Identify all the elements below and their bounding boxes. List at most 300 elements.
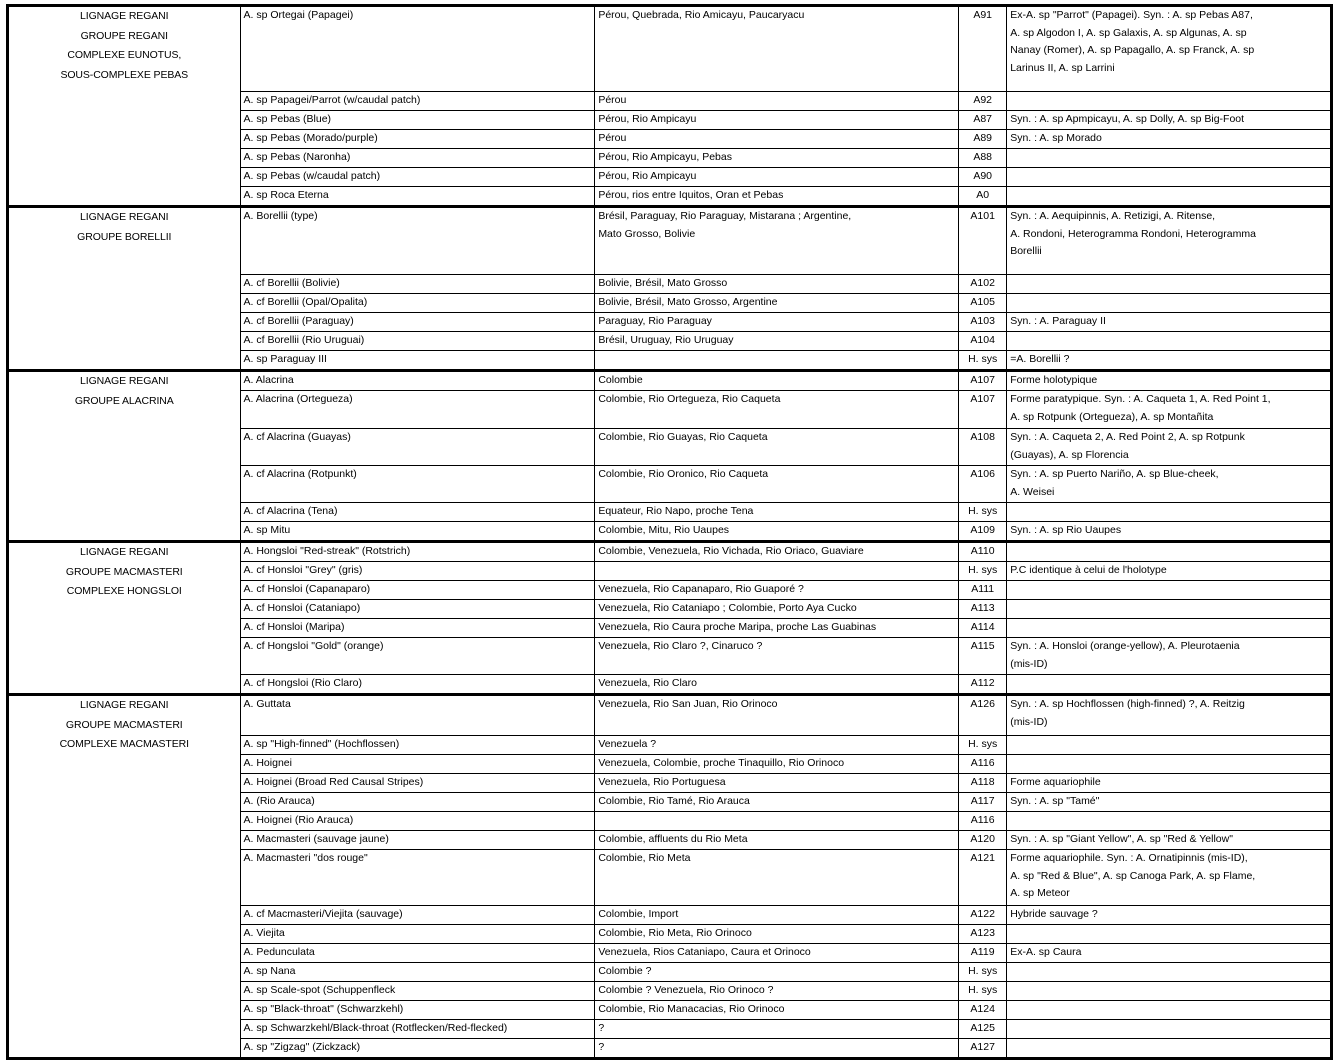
code-value: A113 (970, 602, 995, 614)
notes-cell-line: Syn. : A. sp Rio Uaupes (1010, 524, 1122, 536)
distribution-cell-line: Pérou, Rio Ampicayu (598, 170, 697, 182)
distribution-cell-line: Pérou (598, 132, 627, 144)
taxon-cell-line: A. cf Honsloi (Capanaparo) (243, 583, 371, 595)
distribution-cell-line: Pérou, Rio Ampicayu, Pebas (598, 151, 732, 163)
notes-cell-line: (Guayas), A. sp Florencia (1010, 448, 1129, 461)
code-value: A101 (970, 210, 995, 222)
notes-cell (1007, 351, 1332, 371)
notes-cell-line: A. Rondoni, Heterogramma Rondoni, Heterogramma (1010, 227, 1256, 240)
code-cell (959, 581, 1007, 600)
taxon-cell-line: A. sp Pebas (Morado/purple) (243, 132, 378, 144)
code-value: A110 (970, 545, 995, 557)
distribution-cell-line: ? (598, 1022, 605, 1034)
notes-cell-line: Syn. : A. sp Hochflossen (high-finned) ?, A. Reitzig (1010, 698, 1245, 710)
distribution-cell (595, 149, 959, 168)
distribution-cell-line: Venezuela, Rios Cataniapo, Caura et Orinoco (598, 946, 811, 958)
taxon-cell (240, 581, 595, 600)
distribution-cell (595, 1039, 959, 1059)
notes-cell (1007, 371, 1332, 391)
taxon-cell-line: A. Macmasteri (sauvage jaune) (243, 833, 389, 845)
code-cell (959, 130, 1007, 149)
distribution-cell-line: Colombie, Venezuela, Rio Vichada, Rio Oriaco, Guaviare (598, 545, 864, 557)
taxon-cell-line: A. sp Schwarzkehl/Black-throat (Rotflecken/Red-flecked) (243, 1022, 508, 1034)
code-value: A109 (970, 524, 995, 536)
notes-cell (1007, 1039, 1332, 1059)
distribution-cell-line: ? (598, 1041, 605, 1053)
code-cell (959, 391, 1007, 429)
distribution-cell-line: Venezuela ? (598, 738, 657, 750)
notes-cell (1007, 542, 1332, 562)
notes-cell-line: Forme holotypique (1010, 374, 1098, 386)
code-value: H. sys (968, 984, 998, 996)
code-value: H. sys (968, 353, 998, 365)
taxon-cell (240, 351, 595, 371)
notes-cell (1007, 793, 1332, 812)
distribution-cell (595, 581, 959, 600)
code-cell (959, 906, 1007, 925)
distribution-cell-line: Colombie, Rio Tamé, Rio Arauca (598, 795, 750, 807)
taxon-cell-line: A. cf Alacrina (Rotpunkt) (243, 468, 357, 480)
table-row (8, 695, 1332, 736)
code-value: A123 (970, 927, 995, 939)
taxon-cell (240, 332, 595, 351)
distribution-cell-line: Venezuela, Rio Claro ?, Cinaruco ? (598, 640, 763, 652)
code-cell (959, 793, 1007, 812)
taxon-cell-line: A. cf Hongsloi (Rio Claro) (243, 677, 362, 689)
distribution-cell (595, 619, 959, 638)
distribution-cell-line: Colombie (598, 374, 643, 386)
group-label-line: LIGNAGE REGANI (80, 546, 169, 558)
taxon-cell-line: A. Alacrina (Ortegueza) (243, 393, 353, 405)
notes-cell-line: Ex-A. sp Caura (1010, 946, 1082, 958)
group-label-line: GROUPE BORELLII (77, 230, 172, 243)
taxon-cell-line: A. cf Alacrina (Guayas) (243, 431, 351, 443)
code-value: A124 (970, 1003, 995, 1015)
notes-cell (1007, 944, 1332, 963)
distribution-cell (595, 332, 959, 351)
code-cell (959, 429, 1007, 466)
code-value: A92 (973, 94, 993, 106)
distribution-cell (595, 1020, 959, 1039)
group-label-line: GROUPE MACMASTERI (65, 565, 183, 578)
taxon-cell (240, 391, 595, 429)
taxon-cell-line: A. cf Borellii (Opal/Opalita) (243, 296, 368, 308)
notes-cell (1007, 275, 1332, 294)
code-cell (959, 207, 1007, 275)
notes-cell (1007, 313, 1332, 332)
taxon-cell (240, 774, 595, 793)
taxon-cell-line: A. sp Pebas (Naronha) (243, 151, 351, 163)
distribution-cell (595, 542, 959, 562)
distribution-cell (595, 429, 959, 466)
taxon-cell (240, 187, 595, 207)
taxon-cell (240, 149, 595, 168)
notes-cell (1007, 562, 1332, 581)
notes-cell (1007, 695, 1332, 736)
taxa-table-body (8, 6, 1332, 1059)
taxon-cell (240, 429, 595, 466)
notes-cell-line: A. sp Algodon I, A. sp Galaxis, A. sp Algunas, A. sp (1010, 26, 1247, 39)
taxon-cell (240, 695, 595, 736)
taxon-cell-line: A. cf Honsloi (Maripa) (243, 621, 345, 633)
code-cell (959, 755, 1007, 774)
taxon-cell (240, 850, 595, 906)
notes-cell-line: (mis-ID) (1010, 715, 1048, 728)
notes-cell-line: Syn. : A. Aequipinnis, A. Retizigi, A. Ritense, (1010, 210, 1216, 222)
distribution-cell-line: Colombie ? Venezuela, Rio Orinoco ? (598, 984, 774, 996)
taxon-cell (240, 207, 595, 275)
code-cell (959, 736, 1007, 755)
group-label-line: SOUS-COMPLEXE PEBAS (60, 68, 189, 81)
taxon-cell (240, 168, 595, 187)
distribution-cell-line: Paraguay, Rio Paraguay (598, 315, 712, 327)
taxon-cell (240, 906, 595, 925)
distribution-cell (595, 466, 959, 503)
taxon-cell (240, 944, 595, 963)
distribution-cell (595, 503, 959, 522)
taxon-cell-line: A. cf Honsloi (Cataniapo) (243, 602, 361, 614)
code-cell (959, 944, 1007, 963)
code-value: H. sys (968, 738, 998, 750)
distribution-cell (595, 351, 959, 371)
code-value: A120 (970, 833, 995, 845)
group-label-line: LIGNAGE REGANI (80, 699, 169, 711)
taxon-cell (240, 831, 595, 850)
notes-cell (1007, 600, 1332, 619)
distribution-cell-line: Colombie ? (598, 965, 652, 977)
notes-cell (1007, 1001, 1332, 1020)
distribution-cell-line: Bolivie, Brésil, Mato Grosso, Argentine (598, 296, 778, 308)
code-value: A117 (970, 795, 995, 807)
code-cell (959, 313, 1007, 332)
notes-cell-line: Forme paratypique. Syn. : A. Caqueta 1, A. Red Point 1, (1010, 393, 1271, 405)
group-label-cell (8, 695, 241, 1059)
taxon-cell (240, 313, 595, 332)
group-label-line: LIGNAGE REGANI (80, 10, 169, 22)
distribution-cell (595, 562, 959, 581)
notes-cell-line: Syn. : A. sp "Tamé" (1010, 795, 1100, 807)
taxon-cell-line: A. sp Pebas (Blue) (243, 113, 332, 125)
taxon-cell-line: A. sp Roca Eterna (243, 189, 329, 201)
taxon-cell-line: A. cf Alacrina (Tena) (243, 505, 338, 517)
code-value: A125 (970, 1022, 995, 1034)
code-value: A105 (970, 296, 995, 308)
distribution-cell (595, 130, 959, 149)
code-cell (959, 982, 1007, 1001)
distribution-cell (595, 695, 959, 736)
group-label-line: COMPLEXE HONGSLOI (66, 585, 182, 598)
code-cell (959, 925, 1007, 944)
code-value: A116 (970, 814, 995, 826)
code-cell (959, 774, 1007, 793)
code-value: A102 (970, 277, 995, 289)
notes-cell-line: Ex-A. sp "Parrot" (Papagei). Syn. : A. sp Pebas A87, (1010, 9, 1253, 21)
notes-cell-line: Borellii (1010, 245, 1042, 258)
distribution-cell (595, 675, 959, 695)
distribution-cell-line: Mato Grosso, Bolivie (598, 227, 696, 240)
taxon-cell-line: A. Pedunculata (243, 946, 315, 958)
distribution-cell-line: Brésil, Uruguay, Rio Uruguay (598, 334, 734, 346)
distribution-cell (595, 92, 959, 111)
taxon-cell (240, 1020, 595, 1039)
distribution-cell-line: Venezuela, Rio Cataniapo ; Colombie, Porto Aya Cucko (598, 602, 857, 614)
notes-cell-line: Syn. : A. sp Puerto Nariño, A. sp Blue-cheek, (1010, 468, 1219, 480)
notes-cell (1007, 522, 1332, 542)
code-value: A112 (970, 677, 995, 689)
code-value: A121 (970, 852, 995, 864)
taxon-cell-line: A. sp "Zigzag" (Zickzack) (243, 1041, 361, 1053)
code-value: A126 (970, 698, 995, 710)
notes-cell-line: Hybride sauvage ? (1010, 908, 1098, 920)
code-value: A111 (971, 583, 995, 595)
distribution-cell-line: Colombie, Mitu, Rio Uaupes (598, 524, 730, 536)
code-value: A103 (970, 315, 995, 327)
notes-cell-line: Forme aquariophile (1010, 776, 1101, 788)
taxon-cell (240, 371, 595, 391)
distribution-cell-line: Colombie, Rio Meta, Rio Orinoco (598, 927, 752, 939)
notes-cell (1007, 581, 1332, 600)
distribution-cell (595, 638, 959, 675)
code-cell (959, 149, 1007, 168)
code-cell (959, 638, 1007, 675)
code-cell (959, 371, 1007, 391)
distribution-cell-line: Colombie, Rio Oronico, Rio Caqueta (598, 468, 769, 480)
group-label-cell (8, 6, 241, 207)
notes-cell-line: Syn. : A. sp Morado (1010, 132, 1102, 144)
distribution-cell (595, 6, 959, 92)
taxon-cell (240, 675, 595, 695)
taxon-cell-line: A. sp Mitu (243, 524, 291, 536)
taxon-cell (240, 522, 595, 542)
notes-cell (1007, 466, 1332, 503)
distribution-cell-line: Colombie, affluents du Rio Meta (598, 833, 748, 845)
distribution-cell-line: Colombie, Rio Guayas, Rio Caqueta (598, 431, 768, 443)
distribution-cell (595, 850, 959, 906)
code-value: A119 (970, 946, 995, 958)
taxon-cell-line: A. Hoignei (Rio Arauca) (243, 814, 354, 826)
distribution-cell (595, 168, 959, 187)
notes-cell (1007, 168, 1332, 187)
taxon-cell-line: A. (Rio Arauca) (243, 795, 315, 807)
code-value: A118 (970, 776, 995, 788)
distribution-cell (595, 207, 959, 275)
distribution-cell-line: Venezuela, Rio Portuguesa (598, 776, 726, 788)
distribution-cell-line: Venezuela, Rio Claro (598, 677, 697, 689)
taxon-cell (240, 562, 595, 581)
code-value: A122 (970, 908, 995, 920)
distribution-cell (595, 774, 959, 793)
distribution-cell-line: Pérou, rios entre Iquitos, Oran et Pebas (598, 189, 784, 201)
taxon-cell-line: A. Borellii (type) (243, 210, 318, 222)
table-row (8, 371, 1332, 391)
code-value: A116 (970, 757, 995, 769)
taxon-cell (240, 1039, 595, 1059)
distribution-cell-line: Pérou (598, 94, 627, 106)
notes-cell (1007, 6, 1332, 92)
distribution-cell-line: Venezuela, Colombie, proche Tinaquillo, Rio Orinoco (598, 757, 845, 769)
notes-cell (1007, 831, 1332, 850)
notes-cell (1007, 92, 1332, 111)
code-value: A104 (970, 334, 995, 346)
notes-cell (1007, 812, 1332, 831)
notes-cell (1007, 111, 1332, 130)
taxon-cell-line: A. sp Paraguay III (243, 353, 327, 365)
distribution-cell (595, 736, 959, 755)
taxon-cell (240, 619, 595, 638)
notes-cell (1007, 503, 1332, 522)
taxon-cell-line: A. sp "Black-throat" (Schwarzkehl) (243, 1003, 404, 1015)
notes-cell (1007, 187, 1332, 207)
distribution-cell (595, 371, 959, 391)
distribution-cell-line: Colombie, Import (598, 908, 679, 920)
distribution-cell-line: Venezuela, Rio San Juan, Rio Orinoco (598, 698, 778, 710)
table-row (8, 207, 1332, 275)
taxa-table (6, 4, 1333, 1060)
taxon-cell (240, 111, 595, 130)
distribution-cell (595, 1001, 959, 1020)
notes-cell (1007, 925, 1332, 944)
distribution-cell (595, 925, 959, 944)
code-value: A90 (973, 170, 993, 182)
notes-cell (1007, 638, 1332, 675)
distribution-cell-line: Colombie, Rio Ortegueza, Rio Caqueta (598, 393, 781, 405)
taxon-cell-line: A. Alacrina (243, 374, 294, 386)
table-row (8, 542, 1332, 562)
code-cell (959, 542, 1007, 562)
code-value: A0 (976, 189, 990, 201)
code-cell (959, 1039, 1007, 1059)
distribution-cell (595, 755, 959, 774)
distribution-cell-line: Pérou, Rio Ampicayu (598, 113, 697, 125)
code-cell (959, 111, 1007, 130)
taxon-cell-line: A. Hoignei (Broad Red Causal Stripes) (243, 776, 424, 788)
taxon-cell (240, 1001, 595, 1020)
notes-cell (1007, 429, 1332, 466)
notes-cell (1007, 207, 1332, 275)
code-value: A88 (973, 151, 993, 163)
notes-cell (1007, 391, 1332, 429)
taxon-cell (240, 275, 595, 294)
taxon-cell-line: A. Macmasteri "dos rouge" (243, 852, 368, 864)
notes-cell (1007, 1020, 1332, 1039)
code-value: A108 (970, 431, 995, 443)
code-cell (959, 562, 1007, 581)
taxon-cell-line: A. cf Hongsloi "Gold" (orange) (243, 640, 384, 652)
notes-cell (1007, 963, 1332, 982)
notes-cell (1007, 619, 1332, 638)
group-label-line: GROUPE MACMASTERI (65, 718, 183, 731)
distribution-cell-line: Venezuela, Rio Capanaparo, Rio Guaporé ? (598, 583, 804, 595)
code-cell (959, 695, 1007, 736)
taxon-cell-line: A. sp Scale-spot (Schuppenfleck (243, 984, 396, 996)
code-value: H. sys (968, 564, 998, 576)
taxon-cell-line: A. sp "High-finned" (Hochflossen) (243, 738, 400, 750)
code-cell (959, 351, 1007, 371)
notes-cell-line: P.C identique à celui de l'holotype (1010, 564, 1167, 576)
distribution-cell (595, 522, 959, 542)
distribution-cell-line: Equateur, Rio Napo, proche Tena (598, 505, 754, 517)
code-value: A91 (973, 9, 993, 21)
group-label-cell (8, 371, 241, 542)
code-cell (959, 619, 1007, 638)
distribution-cell (595, 600, 959, 619)
group-label-line: LIGNAGE REGANI (80, 211, 169, 223)
group-label-line: COMPLEXE EUNOTUS, (67, 49, 182, 62)
notes-cell-line: Larinus II, A. sp Larrini (1010, 61, 1115, 74)
code-value: A107 (970, 393, 995, 405)
code-cell (959, 522, 1007, 542)
taxon-cell (240, 925, 595, 944)
notes-cell-line: Nanay (Romer), A. sp Papagallo, A. sp Franck, A. sp (1010, 44, 1255, 57)
taxon-cell (240, 294, 595, 313)
code-cell (959, 675, 1007, 695)
taxon-cell-line: A. cf Borellii (Paraguay) (243, 315, 354, 327)
taxon-cell (240, 600, 595, 619)
distribution-cell (595, 906, 959, 925)
code-cell (959, 1020, 1007, 1039)
taxon-cell (240, 793, 595, 812)
distribution-cell-line: Brésil, Paraguay, Rio Paraguay, Mistarana ; Argentine, (598, 210, 852, 222)
distribution-cell (595, 812, 959, 831)
taxon-cell-line: A. sp Pebas (w/caudal patch) (243, 170, 381, 182)
taxon-cell-line: A. Hoignei (243, 757, 292, 769)
taxon-cell (240, 92, 595, 111)
group-label-cell (8, 542, 241, 695)
taxon-cell-line: A. Guttata (243, 698, 291, 710)
distribution-cell (595, 294, 959, 313)
distribution-cell-line: Colombie, Rio Meta (598, 852, 691, 864)
taxon-cell (240, 812, 595, 831)
notes-cell (1007, 130, 1332, 149)
taxon-cell-line: A. sp Ortegai (Papagei) (243, 9, 354, 21)
notes-cell-line: Syn. : A. Caqueta 2, A. Red Point 2, A. sp Rotpunk (1010, 431, 1245, 443)
notes-cell-line: A. Weisei (1010, 485, 1055, 498)
notes-cell-line: Syn. : A. Honsloi (orange-yellow), A. Pleurotaenia (1010, 640, 1240, 652)
taxon-cell (240, 982, 595, 1001)
code-value: A107 (970, 374, 995, 386)
notes-cell-line: A. sp "Red & Blue", A. sp Canoga Park, A. sp Flame, (1010, 869, 1256, 882)
distribution-cell-line: Pérou, Quebrada, Rio Amicayu, Paucaryacu (598, 9, 805, 21)
taxon-cell (240, 466, 595, 503)
notes-cell (1007, 906, 1332, 925)
notes-cell-line: Syn. : A. sp "Giant Yellow", A. sp "Red & Yellow" (1010, 833, 1233, 845)
code-cell (959, 466, 1007, 503)
group-label-line: GROUPE ALACRINA (74, 394, 174, 407)
code-cell (959, 1001, 1007, 1020)
distribution-cell (595, 187, 959, 207)
code-cell (959, 503, 1007, 522)
notes-cell-line: Syn. : A. sp Apmpicayu, A. sp Dolly, A. sp Big-Foot (1010, 113, 1245, 125)
taxon-cell-line: A. sp Nana (243, 965, 296, 977)
notes-cell-line: A. sp Meteor (1010, 887, 1070, 900)
code-cell (959, 275, 1007, 294)
group-label-line: COMPLEXE MACMASTERI (59, 738, 189, 751)
taxon-cell-line: A. cf Borellii (Bolivie) (243, 277, 340, 289)
notes-cell (1007, 736, 1332, 755)
distribution-cell (595, 963, 959, 982)
distribution-cell-line: Colombie, Rio Manacacias, Rio Orinoco (598, 1003, 785, 1015)
code-cell (959, 812, 1007, 831)
code-value: A106 (970, 468, 995, 480)
code-cell (959, 963, 1007, 982)
distribution-cell-line: Venezuela, Rio Caura proche Maripa, proche Las Guabinas (598, 621, 877, 633)
taxon-cell (240, 503, 595, 522)
group-label-line: GROUPE REGANI (80, 29, 168, 42)
distribution-cell (595, 982, 959, 1001)
group-label-line: LIGNAGE REGANI (80, 375, 169, 387)
notes-cell (1007, 332, 1332, 351)
notes-cell (1007, 755, 1332, 774)
